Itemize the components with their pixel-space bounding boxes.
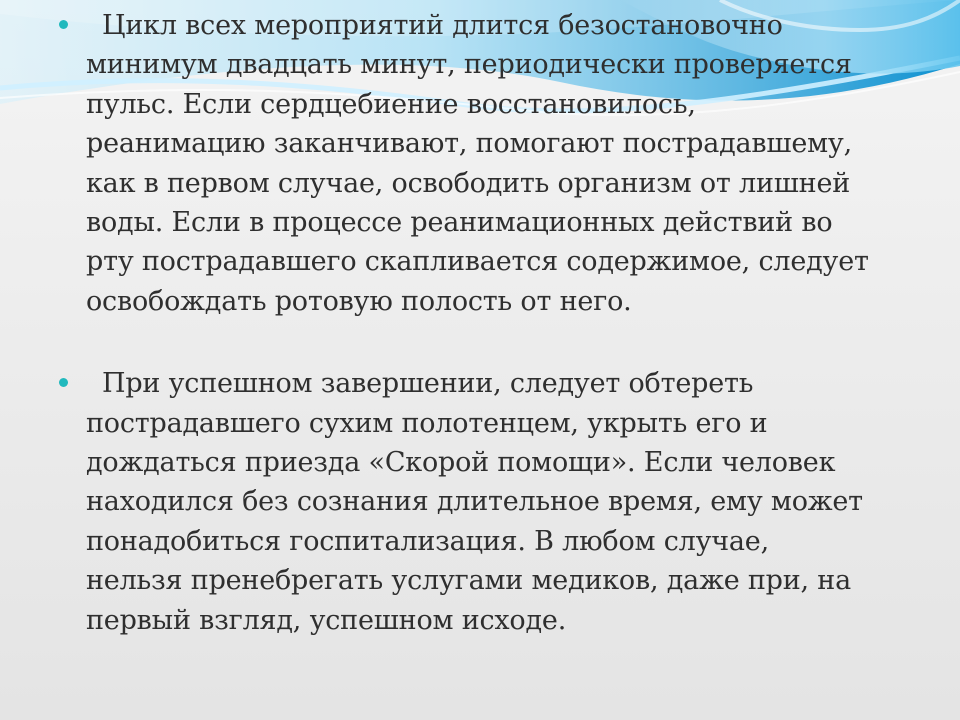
paragraph-1-line-1: Цикл всех мероприятий длится безостановочно xyxy=(102,10,783,41)
paragraph-1-line-3: пульс. Если сердцебиение восстановилось, xyxy=(86,88,696,120)
paragraph-1-line-6: воды. Если в процессе реанимационных действий во xyxy=(86,207,833,239)
slide-content xyxy=(62,6,922,640)
paragraph-2-line-7: первый взгляд, успешном исходе. xyxy=(86,604,567,636)
bullet-marker xyxy=(59,20,68,29)
bullet-marker xyxy=(59,378,68,387)
paragraph-2-line-2: пострадавшего сухим полотенцем, укрыть его и xyxy=(86,407,768,439)
paragraph-2-line-3: дождаться приезда «Скорой помощи». Если человек xyxy=(86,447,836,479)
paragraph-2-line-1: При успешном завершении, следует обтереть xyxy=(102,368,754,400)
paragraph-1-line-2: минимум двадцать минут, периодически проверяется xyxy=(86,49,852,81)
paragraph-2 xyxy=(62,364,922,640)
paragraph-1-line-8: освобождать ротовую полость от него. xyxy=(86,285,632,317)
paragraph-2-line-6: нельзя пренебрегать услугами медиков, даже при, на xyxy=(86,565,851,597)
paragraph-1-line-5: как в первом случае, освободить организм от лишней xyxy=(86,167,851,199)
paragraph-1-line-4: реанимацию заканчивают, помогают пострадавшему, xyxy=(86,128,852,160)
paragraph-2-line-4: находился без сознания длительное время, ему может xyxy=(86,486,863,518)
paragraph-1-line-7: рту пострадавшего скапливается содержимое, следует xyxy=(86,246,869,278)
paragraph-1 xyxy=(62,6,922,321)
paragraph-2-line-5: понадобиться госпитализация. В любом случае, xyxy=(86,525,769,557)
